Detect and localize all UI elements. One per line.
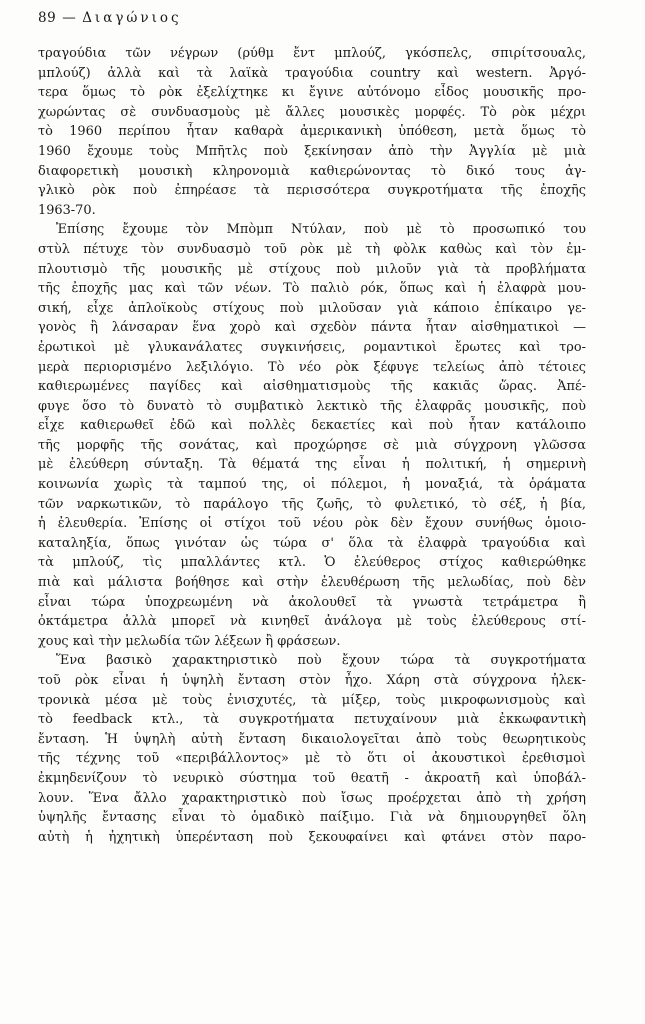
text-line: εἶχε καθιερωθεῖ ἐδῶ καὶ πολλὲς δεκαετίες καὶ ποὺ ἦταν κατάλοιπο: [38, 418, 586, 434]
text-line: ἐρωτικοὶ μὲ γλυκανάλατες συγκινήσεις, ρομαντικοὶ ἔρωτες καὶ τρο-: [38, 339, 586, 355]
text-line: κοινωνία χωρὶς τὰ ταμπού της, οἱ πόλεμοι, ἡ μοναξιά, τὰ ὁράματα: [38, 477, 586, 493]
running-header: [38, 10, 182, 26]
text-line: τοῦ ρὸκ εἶναι ἡ ὑψηλὴ ἔνταση στὸν ἦχο. Χάρη στὰ σύγχρονα ἠλεκ-: [38, 673, 586, 688]
text-line: τερα ὅμως τὸ ρὸκ ἐξελίχτηκε κι ἔγινε αὐτόνομο εἶδος μουσικῆς προ-: [38, 85, 586, 101]
text-line: λουν. Ἕνα ἄλλο χαρακτηριστικὸ ποὺ ἴσως προέρχεται ἀπὸ τὴ χρήση: [38, 790, 586, 806]
text-line: μερὰ περιορισμένο λεξιλόγιο. Τὸ νέο ρὸκ ξέφυγε τελείως ἀπὸ τέτοιες: [38, 359, 586, 375]
text-line: χους καὶ τὴν μελωδία τῶν λέξεων ἢ φράσεων.: [38, 633, 341, 649]
text-line: καταληξία, ὅπως γινόταν ὡς τώρα σ' ὅλα τὰ ἐλαφρὰ τραγούδια καὶ: [38, 535, 586, 551]
text-line: ὑψηλῆς ἔντασης εἶναι τὸ ὁμαδικὸ παίξιμο. Γιὰ νὰ δημιουργηθεῖ ὅλη: [38, 810, 586, 826]
paragraph-start-line: Ἐπίσης ἔχουμε τὸν Μπὸμπ Ντύλαν, ποὺ μὲ τὸ προσωπικό του: [56, 222, 586, 238]
body-text: [38, 44, 586, 847]
text-line: τρονικὰ μέσα μὲ τοὺς ἐνισχυτές, τὰ μίξερ, τοὺς μικροφωνισμοὺς καὶ: [38, 692, 586, 708]
paragraph-start-line: Ἕνα βασικὸ χαρακτηριστικὸ ποὺ ἔχουν τώρα τὰ συγκροτήματα: [56, 653, 586, 669]
text-line: φυγε ὅσο τὸ δυνατὸ τὸ συμβατικὸ λεκτικὸ τῆς ἐλαφρᾶς μουσικῆς, ποὺ: [38, 398, 586, 414]
text-line: ἡ ἐλευθερία. Ἐπίσης οἱ στίχοι τοῦ νέου ρὸκ δὲν ἔχουν συνήθως ὁμοιο-: [38, 516, 586, 532]
text-line: γλικὸ ρὸκ ποὺ ἐπηρέασε τὰ περισσότερα συγκροτήματα τῆς ἐποχῆς: [38, 183, 586, 199]
text-line: διαφορετικὴ μουσικὴ κληρονομιὰ καθιερώνοντας τὸ δικό τους ἀγ-: [38, 163, 586, 179]
text-line: χωρώντας σὲ συνδυασμοὺς μὲ ἄλλες μουσικὲς μορφές. Τὸ ρὸκ μέχρι: [38, 104, 586, 120]
text-line: καθιερωμένες παγίδες καὶ αἰσθηματισμοὺς τῆς κακιᾶς ὥρας. Ἀπέ-: [38, 379, 586, 395]
text-line: πλουτισμὸ τῆς μουσικῆς μὲ στίχους ποὺ μιλοῦν γιὰ τὰ προβλήματα: [38, 261, 586, 277]
text-line: ἐκμηδενίζουν τὸ νευρικὸ σύστημα τοῦ θεατῆ - ἀκροατῆ καὶ ὑποβάλ-: [38, 770, 586, 786]
text-line: 1963-70.: [38, 202, 96, 218]
text-line: τῆς τέχνης τοῦ «περιβάλλοντος» μὲ τὸ ὅτι οἱ ἀκουστικοὶ ἐρεθισμοὶ: [38, 751, 586, 767]
header-separator: —: [62, 10, 77, 26]
running-title: Διαγώνιος: [82, 10, 182, 26]
page-number: 89: [38, 10, 57, 26]
text-line: τὸ feedback κτλ., τὰ συγκροτήματα πετυχαίνουν μιὰ ἐκκωφαντικὴ: [38, 712, 586, 728]
text-line: πιὰ καὶ μάλιστα βοήθησε καὶ στὴν ἐλευθέρωση τῆς μελωδίας, ποὺ δὲν: [38, 575, 586, 591]
text-line: γονὸς ἢ λάνσαραν ἕνα χορὸ καὶ σχεδὸν πάντα ἦταν αἰσθηματικοὶ —: [38, 320, 586, 336]
text-line: τραγούδια τῶν νέγρων (ρύθμ ἔντ μπλούζ, γκόσπελς, σπιρίτσουαλς,: [38, 46, 586, 61]
text-line: αὐτὴ ἡ ἠχητικὴ ὑπερένταση ποὺ ξεκουφαίνει καὶ φτάνει στὸν παρο-: [38, 829, 586, 845]
text-line: ἔνταση. Ἡ ὑψηλὴ αὐτὴ ἔνταση δικαιολογεῖται ἀπὸ τοὺς θεωρητικοὺς: [38, 731, 586, 747]
text-line: μπλούζ) ἀλλὰ καὶ τὰ λαϊκὰ τραγούδια country καὶ western. Ἀργό-: [38, 65, 586, 81]
text-line: τὰ μπλούζ, τὶς μπαλλάντες κτλ. Ὁ ἐλεύθερος στίχος καθιερώθηκε: [38, 555, 586, 571]
text-line: ὀκτάμετρα ἀλλὰ μπορεῖ νὰ κινηθεῖ ἀνάλογα μὲ τοὺς ἐλεύθερους στί-: [38, 614, 586, 630]
text-line: εἶναι τώρα ὑποχρεωμένη νὰ ἀκολουθεῖ τὰ γνωστὰ τετράμετρα ἢ: [38, 594, 586, 610]
text-line: τῶν ναρκωτικῶν, τὸ παράλογο τῆς ζωῆς, τὸ φυλετικό, τὸ σέξ, ἡ βία,: [38, 496, 586, 512]
text-line: στὺλ πέτυχε τὸν συνδυασμὸ τοῦ ρὸκ μὲ τὴ φὸλκ καθὼς καὶ τὸν ἐμ-: [38, 241, 586, 257]
text-line: σική, εἶχε ἀπλοϊκοὺς στίχους ποὺ μιλοῦσαν γιὰ κάποιο ἐπίκαιρο γε-: [38, 300, 586, 316]
text-line: τῆς μορφῆς τῆς σονάτας, καὶ προχώρησε σὲ μιὰ σύγχρονη γλῶσσα: [38, 437, 586, 453]
text-line: τὸ 1960 περίπου ἦταν καθαρὰ ἀμερικανικὴ ὑπόθεση, μετὰ ὅμως τὸ: [38, 124, 586, 140]
text-line: τῆς ἐποχῆς μας καὶ τῶν νέων. Τὸ παλιὸ ρόκ, ὅπως καὶ ἡ ἐλαφρὰ μου-: [38, 281, 586, 297]
text-line: μὲ ἐλεύθερη σύνταξη. Τὰ θέματά της εἶναι ἡ πολιτική, ἡ σημερινὴ: [38, 457, 586, 473]
text-line: 1960 ἔχουμε τοὺς Μπῆτλς ποὺ ξεκίνησαν ἀπὸ τὴν Ἀγγλία μὲ μιὰ: [38, 143, 586, 159]
